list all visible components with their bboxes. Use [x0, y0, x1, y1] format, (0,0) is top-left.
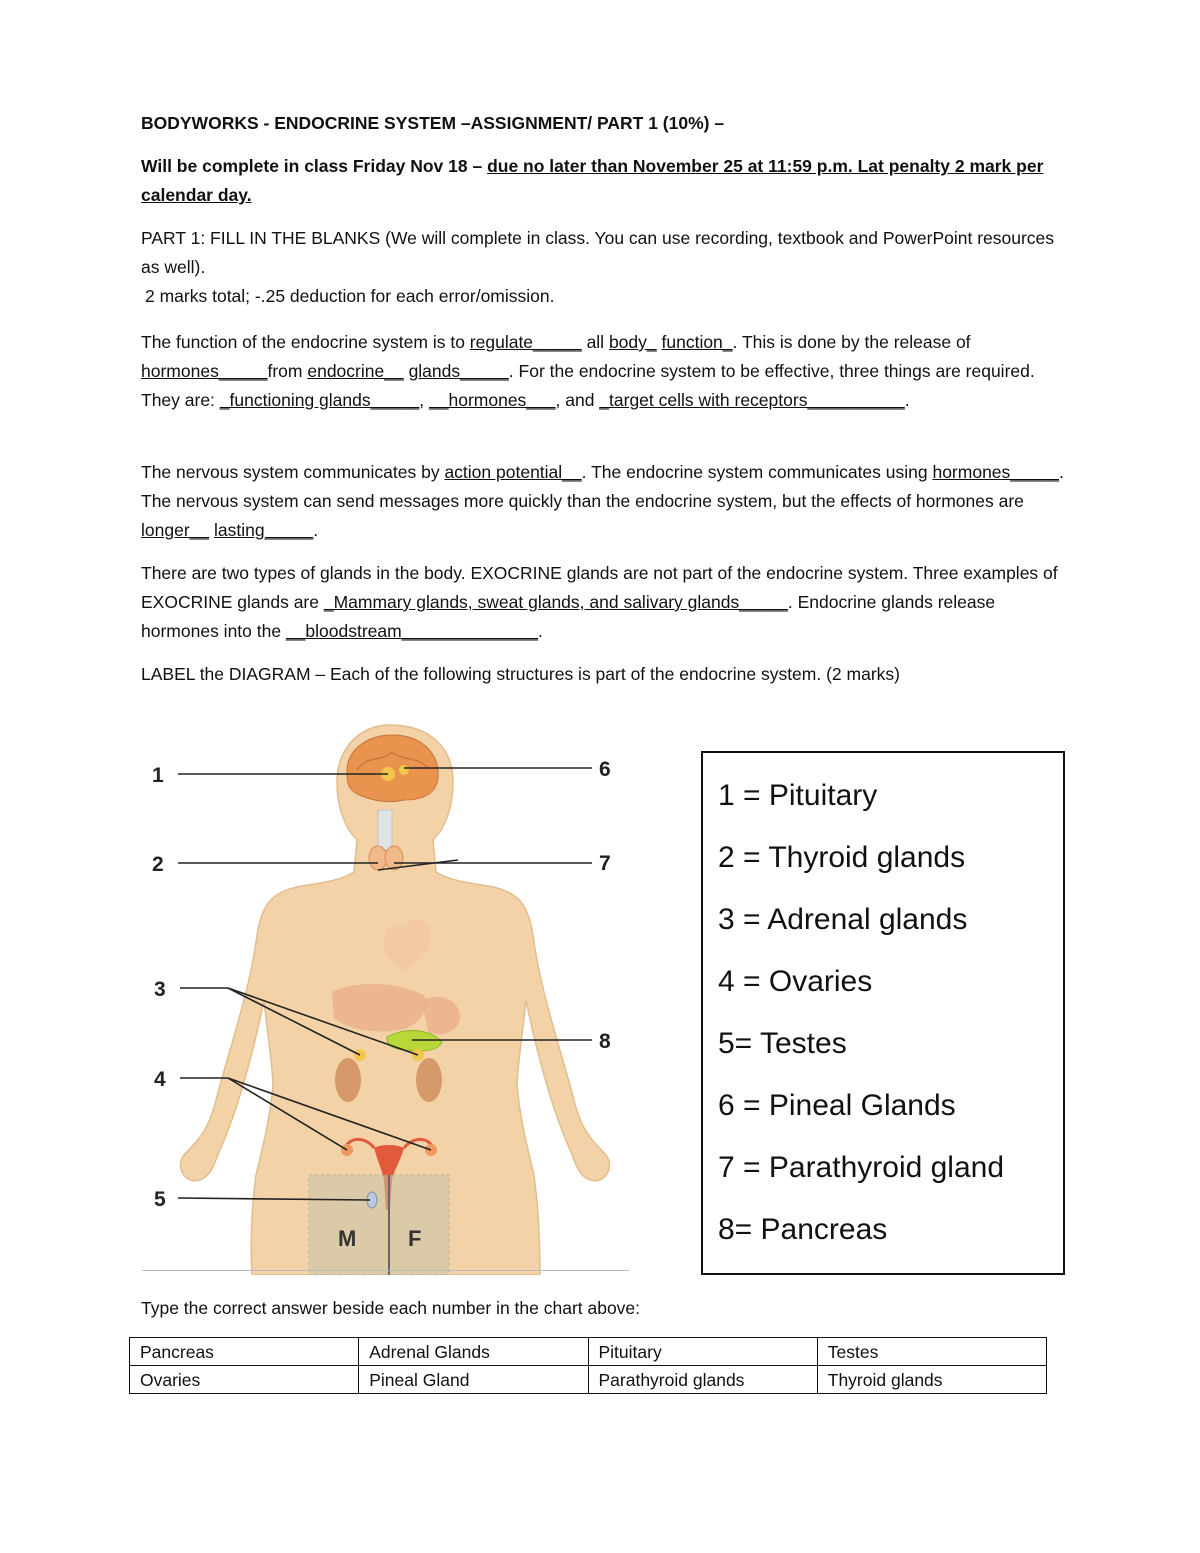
- text: .: [313, 520, 319, 540]
- table-cell: Pancreas: [130, 1338, 359, 1366]
- text: There are two types of glands in the body. EXOCRINE glands are not part of the endocrine system. Three examples of EXOCRINE glands are: [141, 563, 1058, 612]
- answer-box: [701, 751, 1065, 1275]
- female-label: F: [408, 1226, 422, 1251]
- answer-blank: longer__: [141, 520, 210, 540]
- trachea: [378, 810, 392, 850]
- body-figure: [142, 700, 632, 1275]
- answer-item: 8= Pancreas: [718, 1213, 888, 1246]
- answer-blank: _functioning glands_____: [219, 390, 420, 410]
- answer-blank: glands_____: [408, 361, 509, 381]
- answer-blank: endocrine__: [307, 361, 404, 381]
- thyroid-right-lobe: [385, 846, 403, 870]
- table-cell: Pituitary: [588, 1338, 817, 1366]
- text: , and: [555, 390, 600, 410]
- table-row: [130, 1366, 1047, 1394]
- due-deadline: due no later than November 25 at 11:59 p.m. Lat penalty 2 mark per calendar day.: [141, 156, 1044, 205]
- text: . For the endocrine system to be effective, three things are required. They are:: [141, 361, 1035, 410]
- assignment-title: BODYWORKS - ENDOCRINE SYSTEM –ASSIGNMENT/ PART 1 (10%) –: [141, 113, 725, 133]
- diagram-divider: [142, 1270, 629, 1271]
- answer-item: 6 = Pineal Glands: [718, 1089, 956, 1122]
- table-row: [130, 1338, 1047, 1366]
- diagram-number-3: 3: [154, 978, 166, 1001]
- diagram-number-6: 6: [599, 758, 611, 781]
- answer-blank: _Mammary glands, sweat glands, and salivary glands_____: [323, 592, 788, 612]
- part1-instructions: [141, 224, 1071, 311]
- table-cell: Ovaries: [130, 1366, 359, 1394]
- answer-blank: hormones_____: [932, 462, 1059, 482]
- diagram-number-8: 8: [599, 1030, 611, 1053]
- liver: [332, 984, 426, 1031]
- text: The nervous system communicates by: [141, 462, 445, 482]
- due-lead: Will be complete in class Friday Nov 18 –: [141, 156, 488, 176]
- due-date-note: [141, 152, 1071, 210]
- thyroid-left-lobe: [369, 846, 387, 870]
- word-bank-table: [129, 1337, 1047, 1394]
- answer-blank: __hormones___: [429, 390, 556, 410]
- answer-item: 7 = Parathyroid gland: [718, 1151, 1005, 1184]
- diagram-number-5: 5: [154, 1188, 166, 1211]
- text: .: [537, 621, 543, 641]
- text: . The endocrine system communicates using: [581, 462, 933, 482]
- paragraph-function: [141, 328, 1071, 415]
- answer-blank: hormones_____: [141, 361, 268, 381]
- text: all: [581, 332, 609, 352]
- table-cell: Thyroid glands: [817, 1366, 1046, 1394]
- answer-blank: __bloodstream______________: [285, 621, 538, 641]
- answer-item: 1 = Pituitary: [718, 779, 878, 812]
- part1-heading: PART 1: FILL IN THE BLANKS (We will complete in class. You can use recording, textbook and PowerPoint resources as well).: [141, 228, 1055, 277]
- endocrine-diagram: [142, 700, 632, 1275]
- text: . This is done by the release of: [732, 332, 971, 352]
- text: .: [904, 390, 910, 410]
- table-cell: Parathyroid glands: [588, 1366, 817, 1394]
- answer-item: 3 = Adrenal glands: [718, 903, 968, 936]
- text: The function of the endocrine system is to: [141, 332, 470, 352]
- diagram-number-7: 7: [599, 852, 611, 875]
- table-cell: Testes: [817, 1338, 1046, 1366]
- answer-blank: _target cells with receptors__________: [599, 390, 905, 410]
- male-label: M: [338, 1226, 357, 1251]
- answer-item: 5= Testes: [718, 1027, 847, 1060]
- table-cell: Pineal Gland: [359, 1366, 588, 1394]
- table-cell: Adrenal Glands: [359, 1338, 588, 1366]
- diagram-number-1: 1: [152, 764, 164, 787]
- answer-blank: lasting_____: [214, 520, 314, 540]
- pineal-gland: [399, 765, 409, 775]
- answer-item: 4 = Ovaries: [718, 965, 873, 998]
- text: . Endocrine glands release hormones into the: [141, 592, 996, 641]
- answer-blank: function_: [661, 332, 733, 352]
- answer-blank: body_: [608, 332, 657, 352]
- answer-item: 2 = Thyroid glands: [718, 841, 966, 874]
- part1-marks: 2 marks total; -.25 deduction for each error/omission.: [145, 286, 555, 306]
- text: ,: [419, 390, 430, 410]
- text: from: [267, 361, 308, 381]
- paragraph-nervous: [141, 458, 1071, 545]
- diagram-number-4: 4: [154, 1068, 166, 1091]
- diagram-number-2: 2: [152, 853, 164, 876]
- answer-blank: regulate_____: [469, 332, 582, 352]
- answer-blank: action potential__: [444, 462, 582, 482]
- text: . The nervous system can send messages more quickly than the endocrine system, but the effects of hormones are: [141, 462, 1064, 511]
- left-kidney: [335, 1058, 361, 1102]
- sex-comparison-panel: [309, 1175, 449, 1275]
- table-instruction: Type the correct answer beside each number in the chart above:: [141, 1298, 641, 1318]
- label-instruction: LABEL the DIAGRAM – Each of the following structures is part of the endocrine system. (2 marks): [141, 664, 900, 684]
- paragraph-exocrine: [141, 559, 1071, 646]
- right-kidney: [416, 1058, 442, 1102]
